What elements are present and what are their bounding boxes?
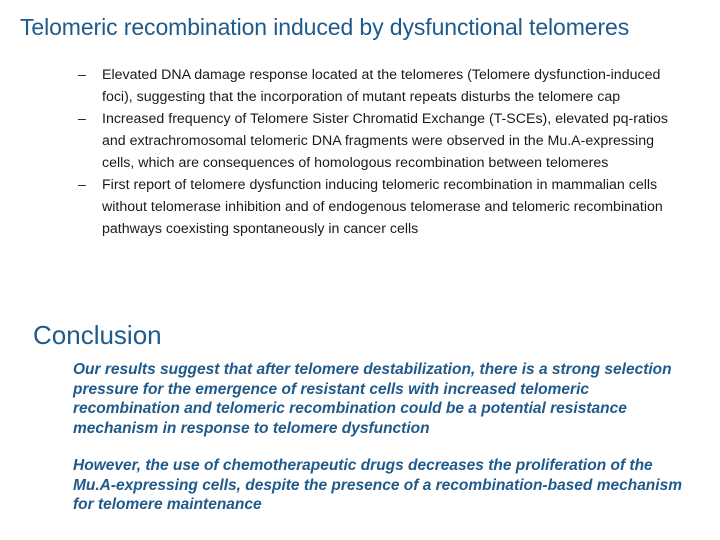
bullet-item xyxy=(78,64,690,108)
bullet-marker: – xyxy=(78,67,86,83)
conclusion-paragraph: However, the use of chemotherapeutic drugs decreases the proliferation of the Mu.A-expressing cells, despite the presence of a recombination-based mechanism for telomere maintenance xyxy=(73,457,682,513)
bullet-marker: – xyxy=(78,177,86,193)
conclusion-heading: Conclusion xyxy=(33,320,162,350)
bullet-item xyxy=(78,108,690,174)
bullet-text: Increased frequency of Telomere Sister Chromatid Exchange (T-SCEs), elevated pq-ratios and extrachromosomal telomeric DNA fragments were observed in the Mu.A-expressing cells, which are consequences of homologous recombination between telomeres xyxy=(102,111,668,171)
bullet-marker: – xyxy=(78,111,86,127)
bullet-list xyxy=(78,64,690,240)
conclusion-paragraph: Our results suggest that after telomere destabilization, there is a strong selection pressure for the emergence of resistant cells with increased telomeric recombination and telomeric recombination could be a potential resistance mechanism in response to telomere dysfunction xyxy=(73,361,672,437)
slide-title: Telomeric recombination induced by dysfunctional telomeres xyxy=(20,14,630,40)
bullet-item xyxy=(78,174,690,240)
bullet-text: First report of telomere dysfunction inducing telomeric recombination in mammalian cells without telomerase inhibition and of endogenous telomerase and telomeric recombination pathways coexisting spontaneously in cancer cells xyxy=(102,177,663,237)
bullet-text: Elevated DNA damage response located at the telomeres (Telomere dysfunction-induced foci), suggesting that the incorporation of mutant repeats disturbs the telomere cap xyxy=(102,67,661,105)
